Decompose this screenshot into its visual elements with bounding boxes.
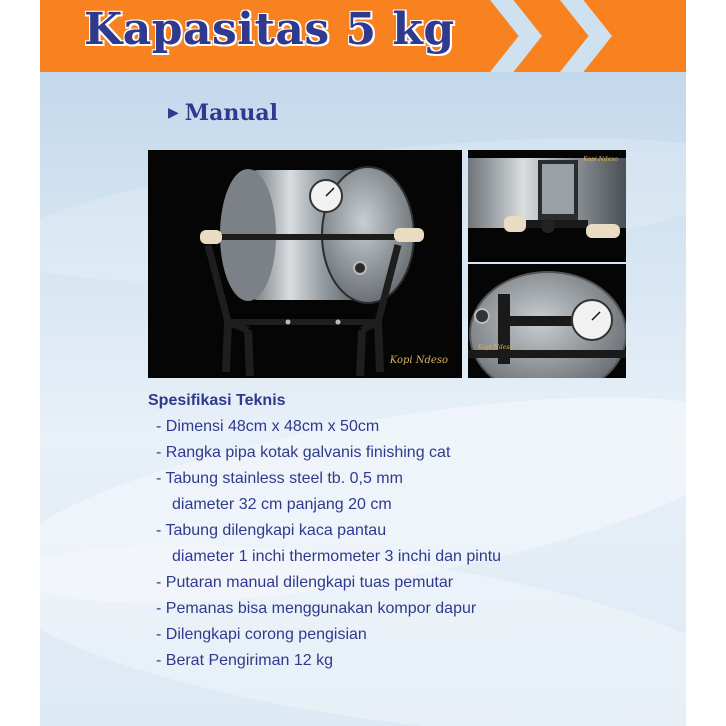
specs-title: Spesifikasi Teknis xyxy=(148,392,286,409)
spec-text: - Dimensi 48cm x 48cm x 50cm xyxy=(156,418,380,435)
spec-item xyxy=(148,570,628,596)
spec-item xyxy=(148,596,628,622)
product-photo-detail-top xyxy=(468,150,626,262)
spec-text: - Dilengkapi corong pengisian xyxy=(156,626,367,643)
brochure-page xyxy=(40,0,686,726)
chevron-right-icon xyxy=(560,0,612,72)
spec-item xyxy=(148,518,628,570)
spec-text: - Pemanas bisa menggunakan kompor dapur xyxy=(156,600,477,617)
spec-text-continued: diameter 1 inchi thermometer 3 inchi dan pintu xyxy=(172,548,502,565)
header-banner xyxy=(40,0,686,72)
roaster-illustration xyxy=(148,150,462,378)
section-title-text: Manual xyxy=(184,100,278,126)
triangle-bullet-icon: ▶ xyxy=(168,105,179,121)
technical-specs xyxy=(148,392,628,674)
spec-text: - Tabung dilengkapi kaca pantau xyxy=(156,522,387,539)
photo-watermark: Kopi Ndeso xyxy=(583,156,618,163)
spec-item xyxy=(148,648,628,674)
product-photo-main xyxy=(148,150,462,378)
spec-text: - Tabung stainless steel tb. 0,5 mm xyxy=(156,470,403,487)
spec-text-continued: diameter 32 cm panjang 20 cm xyxy=(172,496,392,513)
spec-text: - Berat Pengiriman 12 kg xyxy=(156,652,333,669)
spec-item xyxy=(148,414,628,440)
spec-item xyxy=(148,440,628,466)
spec-item xyxy=(148,622,628,648)
spec-text: - Putaran manual dilengkapi tuas pemutar xyxy=(156,574,454,591)
spec-text: - Rangka pipa kotak galvanis finishing cat xyxy=(156,444,451,461)
photo-watermark: Kopi Ndeso xyxy=(478,344,513,351)
photo-watermark: Kopi Ndeso xyxy=(389,355,448,366)
chevron-right-icon xyxy=(490,0,542,72)
product-photo-detail-bottom xyxy=(468,264,626,378)
drum-closeup-illustration xyxy=(468,150,626,262)
specs-list xyxy=(148,414,628,674)
banner-title: Kapasitas 5 kg xyxy=(84,4,455,55)
section-heading xyxy=(168,100,278,126)
thermometer-closeup-illustration xyxy=(468,264,626,378)
spec-item xyxy=(148,466,628,518)
